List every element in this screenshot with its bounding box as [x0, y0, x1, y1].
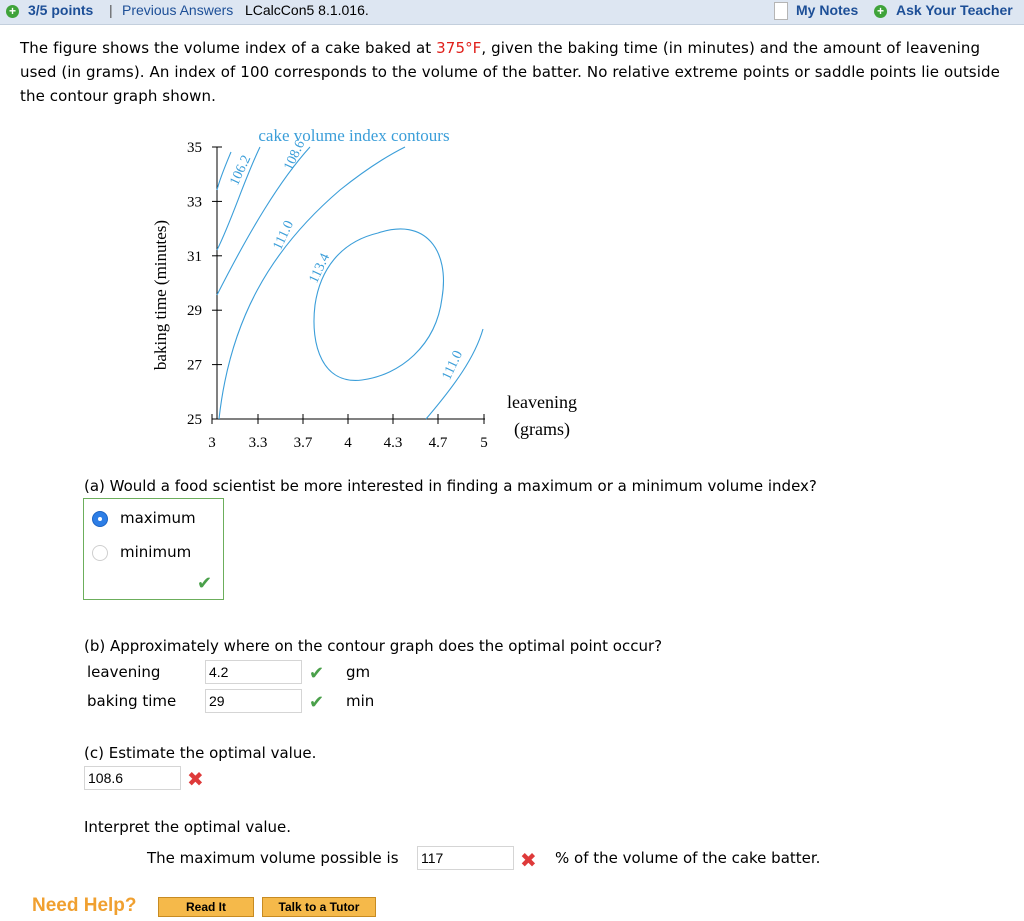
x-axis-label-line2: (grams) [514, 419, 570, 439]
max-volume-input[interactable]: 117 [417, 846, 514, 870]
baking-time-unit: min [346, 692, 375, 710]
my-notes-link[interactable]: My Notes [796, 2, 859, 18]
contour-label-111-0: 111.0 [270, 218, 298, 253]
ask-teacher-link[interactable]: Ask Your Teacher [896, 2, 1013, 18]
x-tick-label: 3 [208, 435, 216, 451]
ask-teacher-plus-icon[interactable]: + [874, 5, 887, 18]
contour-label-111-0-right: 111.0 [439, 348, 467, 383]
contour-line-113-4 [314, 229, 443, 381]
points-label: 3/5 points [28, 2, 94, 18]
talk-to-tutor-label: Talk to a Tutor [278, 900, 360, 914]
incorrect-x-icon: ✖ [187, 767, 204, 791]
y-tick-label: 29 [187, 303, 202, 320]
temperature-value: 375°F [436, 39, 482, 57]
leavening-input[interactable]: 4.2 [205, 660, 302, 684]
read-it-button[interactable] [158, 897, 254, 917]
problem-text-after: , given the baking time (in minutes) and the amount of leavening used (in grams). An index of 100 corresponds to the volume of the batter. No relative extreme points or saddle points lie outside the contour graph shown. [20, 39, 1000, 105]
x-axis-label-line1: leavening [507, 392, 577, 412]
expand-plus-icon[interactable]: + [6, 5, 19, 18]
x-tick-label: 3.3 [248, 435, 268, 451]
optimal-value-input[interactable]: 108.6 [84, 766, 181, 790]
part-a-answer-box [83, 498, 224, 600]
y-tick-label: 31 [187, 248, 202, 265]
interpret-sentence-end: % of the volume of the cake batter. [555, 849, 821, 867]
option-minimum-label[interactable]: minimum [120, 543, 192, 561]
correct-check-icon: ✔ [197, 573, 213, 594]
interpret-sentence-start: The maximum volume possible is [147, 849, 399, 867]
max-volume-x-icon: ✖ [520, 848, 537, 872]
y-tick-label: 27 [187, 357, 202, 374]
y-tick-label: 33 [187, 194, 202, 211]
top-bar [0, 0, 1024, 25]
talk-to-tutor-button[interactable] [262, 897, 376, 917]
previous-answers-link[interactable]: Previous Answers [122, 2, 234, 18]
part-b-question: (b) Approximately where on the contour graph does the optimal point occur? [84, 637, 663, 655]
y-tick-label: 35 [187, 140, 202, 156]
note-icon[interactable] [774, 2, 788, 20]
x-tick-label: 5 [480, 435, 488, 451]
chart-title: cake volume index contours [258, 126, 450, 145]
x-tick-label: 4.7 [428, 435, 448, 451]
problem-id: LCalcCon5 8.1.016. [245, 2, 369, 18]
baking-time-input[interactable]: 29 [205, 689, 302, 713]
problem-text-before: The figure shows the volume index of a cake baked at [20, 39, 437, 57]
read-it-label: Read It [185, 900, 226, 914]
x-tick-label: 4.3 [383, 435, 403, 451]
baking-time-label: baking time [87, 692, 177, 710]
contour-label-106-2: 106.2 [227, 153, 255, 188]
contour-chart [140, 120, 610, 460]
header-separator: | [109, 2, 113, 18]
part-c-question: (c) Estimate the optimal value. [84, 744, 317, 762]
minimum-radio[interactable] [92, 545, 108, 561]
leavening-label: leavening [87, 663, 161, 681]
maximum-radio[interactable] [92, 511, 108, 527]
y-axis-label: baking time (minutes) [151, 219, 170, 371]
baking-time-check-icon: ✔ [309, 692, 325, 713]
leavening-unit: gm [346, 663, 371, 681]
contour-label-108-6: 108.6 [281, 138, 309, 173]
contour-line-106-2-upper [217, 152, 231, 190]
y-tick-label: 25 [187, 412, 202, 428]
part-a-question: (a) Would a food scientist be more interested in finding a maximum or a minimum volume index? [84, 477, 817, 495]
x-tick-label: 3.7 [293, 435, 313, 451]
option-maximum-label[interactable]: maximum [120, 509, 196, 527]
contour-label-113-4: 113.4 [306, 251, 334, 286]
x-tick-label: 4 [344, 435, 352, 451]
interpret-label: Interpret the optimal value. [84, 818, 292, 836]
problem-statement [20, 36, 1010, 108]
leavening-check-icon: ✔ [309, 663, 325, 684]
need-help-label: Need Help? [32, 895, 137, 916]
